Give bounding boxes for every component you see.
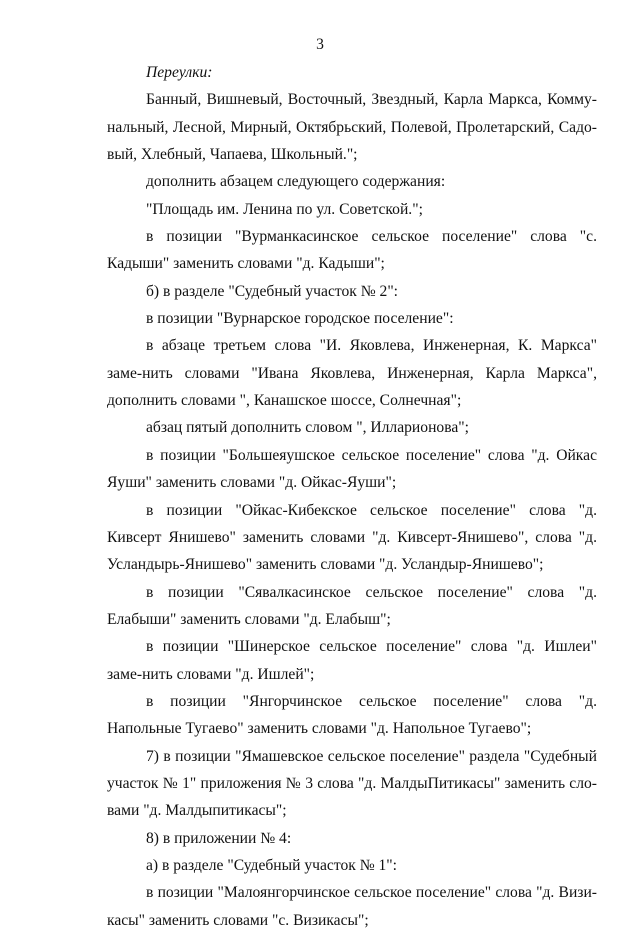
paragraph: [107, 497, 597, 579]
page-number: 3: [316, 36, 324, 53]
paragraph: [107, 332, 597, 414]
paragraph-text: дополнить абзацем следующего содержания:: [146, 173, 446, 191]
paragraph-lead: Переулки:: [146, 64, 213, 81]
paragraph: [107, 414, 597, 441]
paragraph: [107, 852, 597, 879]
paragraph-text: а) в разделе "Судебный участок № 1":: [146, 856, 398, 874]
paragraph-text: в позиции "Ойкас-Кибекское сельское поселение" слова "д. Кивсерт Янишево" заменить словами "д. Кивсерт-Янишево", слова "д. Усландырь-Янишево" заменить словами "д. Усландыр-Янишево";: [107, 501, 597, 574]
paragraph-text: "Площадь им. Ленина по ул. Советской.";: [146, 200, 423, 218]
paragraph-text: в позиции "Большеяушское сельское поселение" слова "д. Ойкас Яуши" заменить словами "д. Ойкас-Яуши";: [107, 446, 597, 492]
paragraph-text: абзац пятый дополнить словом ", Илларионова";: [146, 419, 469, 437]
paragraph: [107, 305, 597, 332]
paragraph-text: в абзаце третьем слова "И. Яковлева, Инженерная, К. Маркса" заме-нить словами "Ивана Яковлева, Инженерная, Карла Маркса", дополнить словами ", Канашское шоссе, Солнечная";: [107, 337, 597, 410]
paragraph-text: Банный, Вишневый, Восточный, Звездный, Карла Маркса, Комму-нальный, Лесной, Мирный, Октябрьский, Полевой, Пролетарский, Садо-вый, Хлебный, Чапаева, Школьный.";: [107, 91, 597, 164]
paragraph: [107, 59, 597, 86]
paragraph-text: в позиции "Вурнарское городское поселение":: [146, 310, 454, 328]
paragraph: [107, 879, 597, 934]
paragraph-text: 7) в позиции "Ямашевское сельское поселение" раздела "Судебный участок № 1" приложения № 3 слова "д. МалдыПитикасы" заменить сло-вами "д. Малдыпитикасы";: [107, 747, 597, 820]
paragraph: [107, 196, 597, 223]
paragraph-text: в позиции "Шинерское сельское поселение" слова "д. Ишлеи" заме-нить словами "д. Ишлей";: [107, 638, 597, 683]
paragraph: [107, 86, 597, 168]
paragraph-text: 8) в приложении № 4:: [146, 829, 292, 847]
paragraph: [107, 579, 597, 634]
paragraph-text: в позиции "Сявалкасинское сельское поселение" слова "д. Елабыши" заменить словами "д. Елабыш";: [107, 583, 597, 628]
paragraph: [107, 223, 597, 278]
paragraph-text: в позиции "Вурманкасинское сельское поселение" слова "с. Кадыши" заменить словами "д. Кадыши";: [107, 228, 597, 273]
paragraph: [107, 688, 597, 743]
paragraph: [107, 442, 597, 497]
paragraph-text: б) в разделе "Судебный участок № 2":: [146, 282, 399, 300]
paragraph: [107, 168, 597, 195]
paragraph-text: в позиции "Малоянгорчинское сельское поселение" слова "д. Визи-касы" заменить словами "с. Визикасы";: [107, 884, 597, 929]
paragraph: [107, 633, 597, 688]
paragraph: [107, 825, 597, 852]
paragraph: [107, 278, 597, 305]
document-body: [107, 59, 597, 934]
paragraph: [107, 743, 597, 825]
paragraph-text: в позиции "Янгорчинское сельское поселение" слова "д. Напольные Тугаево" заменить словами "д. Напольное Тугаево";: [107, 692, 597, 738]
